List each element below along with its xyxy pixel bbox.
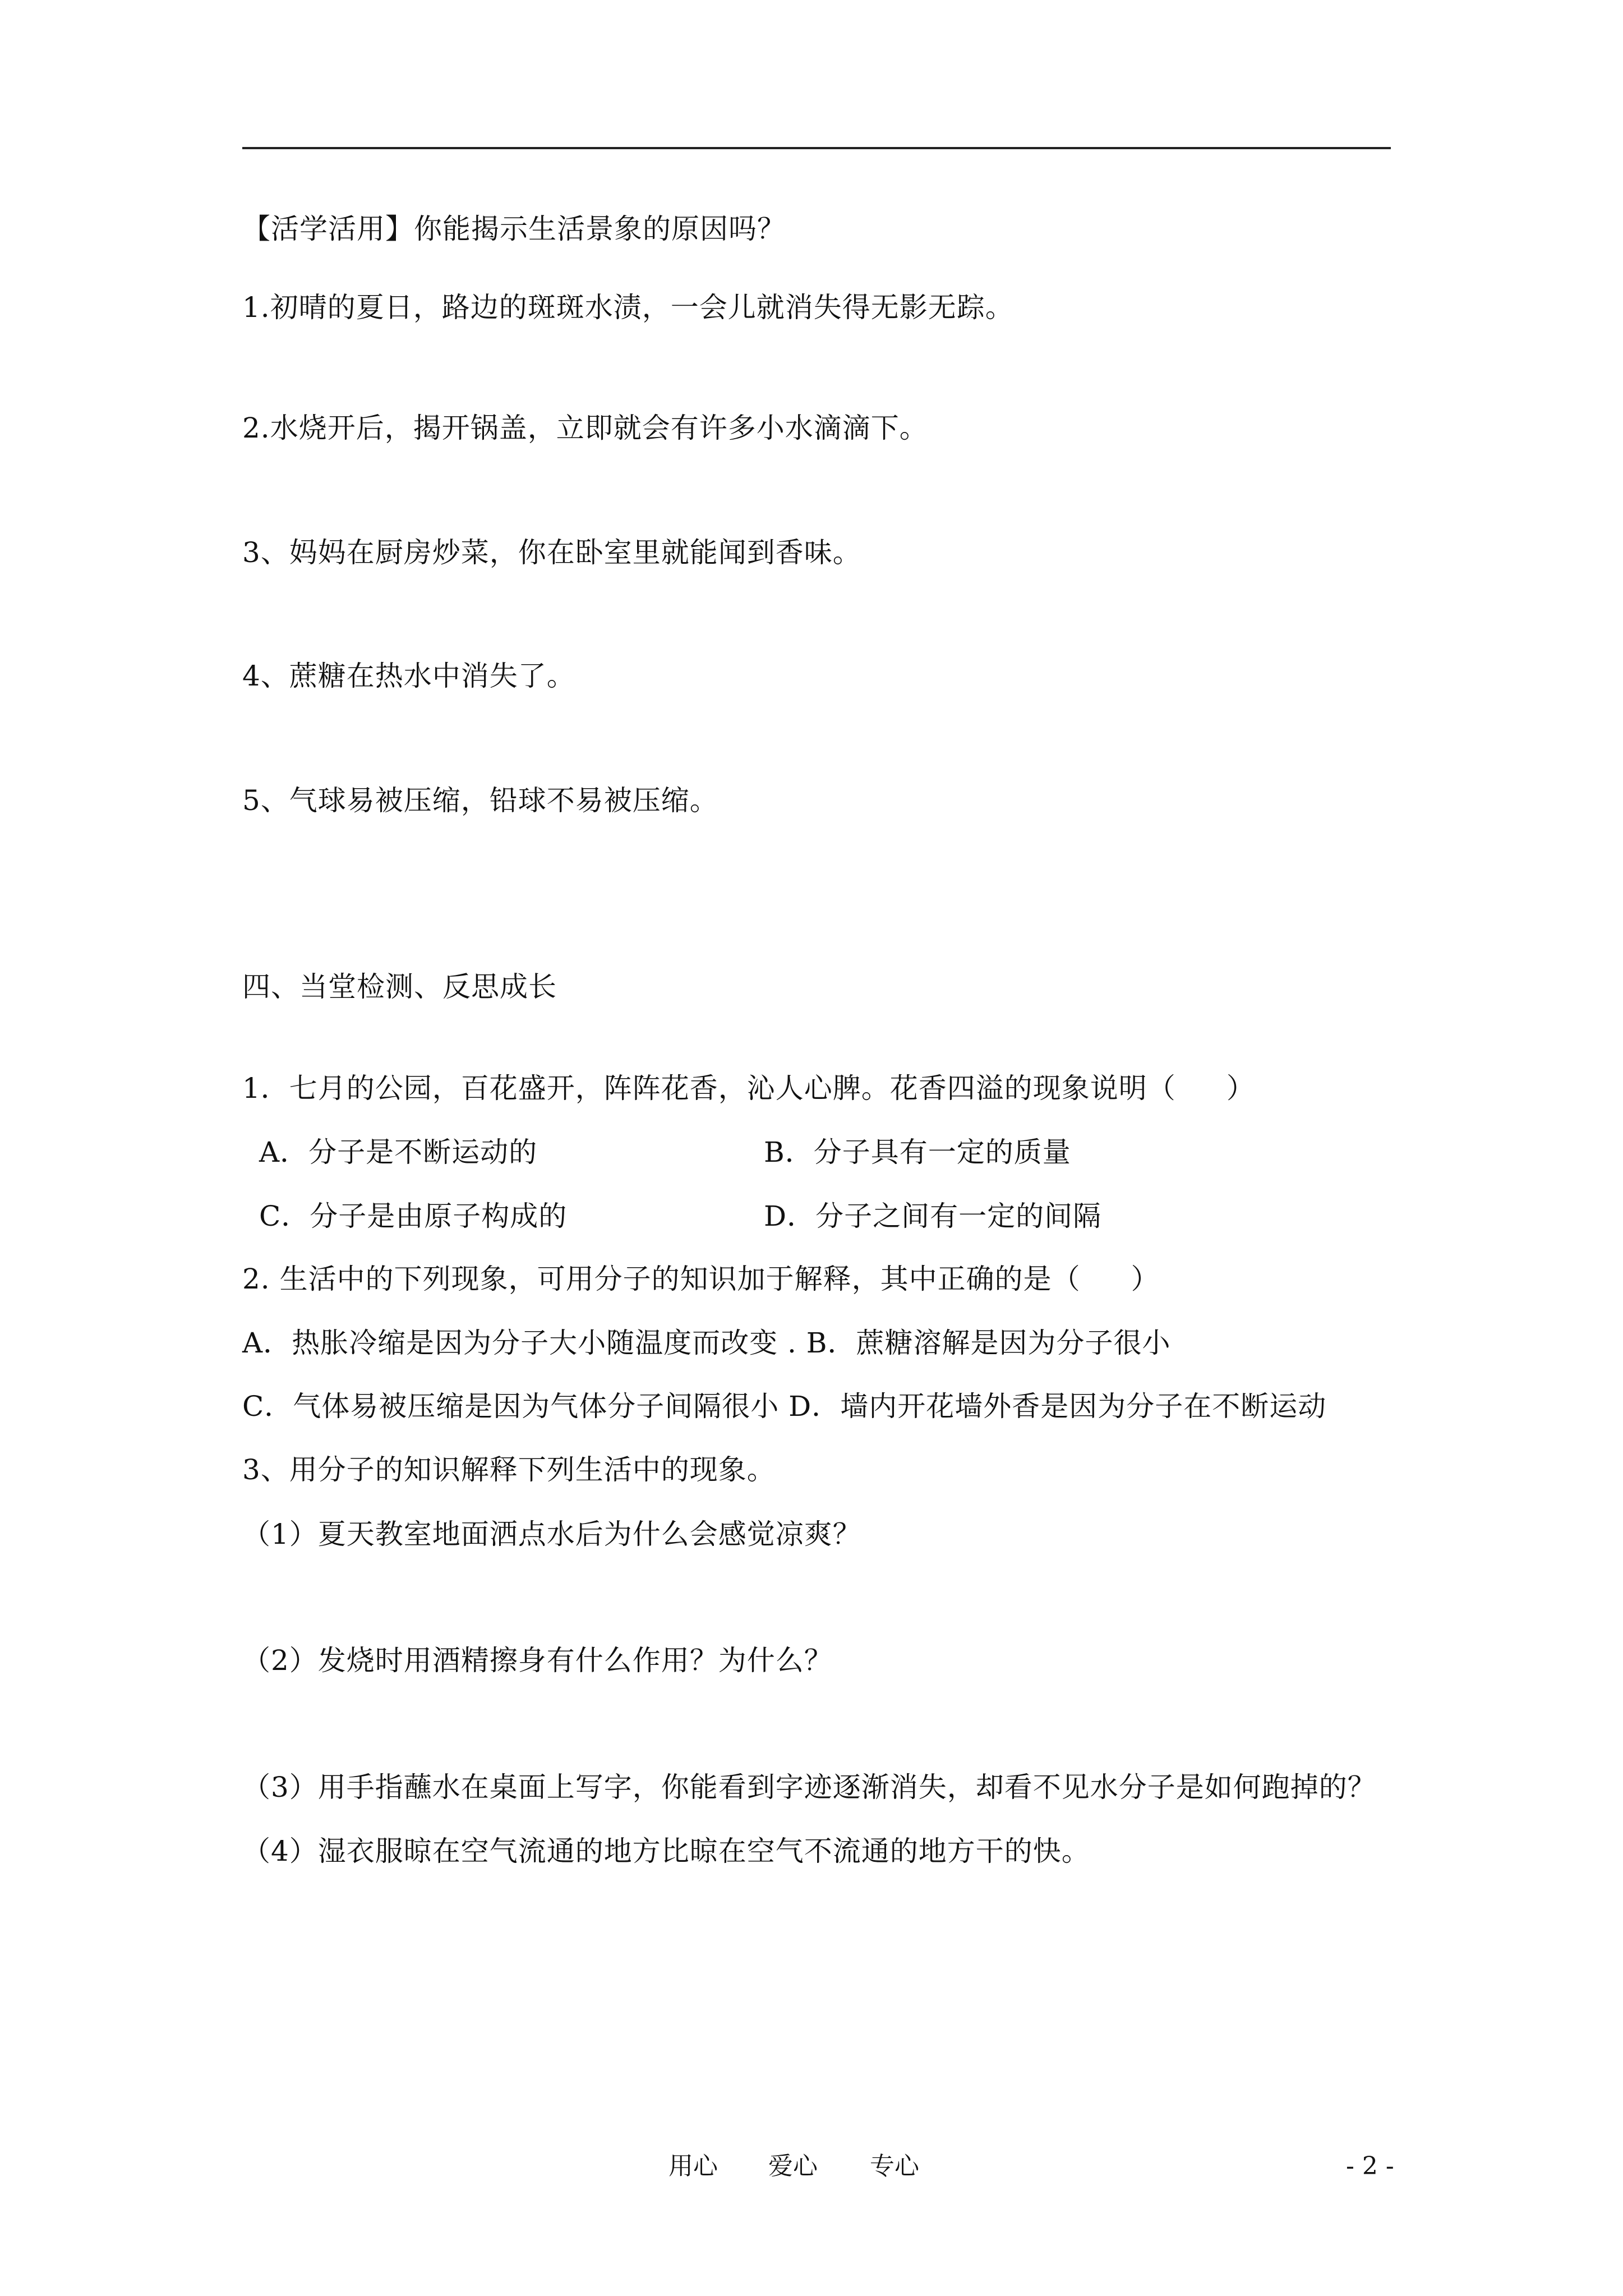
- header-rule: [242, 147, 1391, 149]
- question-1-option-d: D．分子之间有一定的间隔: [764, 1200, 1102, 1232]
- huoxue-item-4: 4、蔗糖在热水中消失了。: [242, 660, 575, 692]
- huoxue-item-2: 2.水烧开后，揭开锅盖，立即就会有许多小水滴滴下。: [242, 412, 928, 444]
- question-3-sub-3: （3）用手指蘸水在桌面上写字，你能看到字迹逐渐消失，却看不见水分子是如何跑掉的？: [242, 1771, 1376, 1803]
- question-3-sub-2: （2）发烧时用酒精擦身有什么作用？为什么？: [242, 1644, 833, 1677]
- huoxue-item-3: 3、妈妈在厨房炒菜，你在卧室里就能闻到香味。: [242, 536, 861, 569]
- question-1-stem: [242, 1071, 1255, 1105]
- question-1-option-a: A．分子是不断运动的: [259, 1136, 538, 1168]
- huoxue-item-1: 1.初晴的夏日，路边的斑斑水渍，一会儿就消失得无影无踪。: [242, 291, 1014, 324]
- question-3-stem: 3、用分子的知识解释下列生活中的现象。: [242, 1453, 776, 1486]
- question-2-stem: [242, 1262, 1160, 1296]
- question-1-stem-text: 1．七月的公园，百花盛开，阵阵花香，沁人心脾。花香四溢的现象说明（: [242, 1072, 1176, 1105]
- question-2-options-line-1: A．热胀冷缩是因为分子大小随温度而改变 . B．蔗糖溶解是因为分子很小: [242, 1327, 1171, 1359]
- question-1-option-c: C．分子是由原子构成的: [259, 1200, 568, 1232]
- question-3-sub-1: （1）夏天教室地面洒点水后为什么会感觉凉爽？: [242, 1518, 861, 1550]
- question-1-option-b: B．分子具有一定的质量: [764, 1136, 1071, 1168]
- question-1-stem-close: ）: [1226, 1072, 1255, 1105]
- huoxue-item-5: 5、气球易被压缩，铅球不易被压缩。: [242, 784, 718, 817]
- question-2-stem-text: 2. 生活中的下列现象，可用分子的知识加于解释，其中正确的是（: [242, 1263, 1081, 1295]
- footer-motto-2: 爱心: [768, 2152, 818, 2180]
- footer-motto-1: 用心: [668, 2152, 718, 2180]
- question-2-options-line-2: C．气体易被压缩是因为气体分子间隔很小 D．墙内开花墙外香是因为分子在不断运动: [242, 1390, 1327, 1423]
- question-3-sub-4: （4）湿衣服晾在空气流通的地方比晾在空气不流通的地方干的快。: [242, 1835, 1090, 1867]
- page-number: - 2 -: [1346, 2152, 1394, 2180]
- question-2-stem-close: ）: [1131, 1263, 1160, 1295]
- section-heading-huoxue: 【活学活用】你能揭示生活景象的原因吗？: [242, 213, 786, 245]
- section-heading-jiance: 四、当堂检测、反思成长: [242, 970, 557, 1003]
- footer-motto-3: 专心: [870, 2152, 919, 2180]
